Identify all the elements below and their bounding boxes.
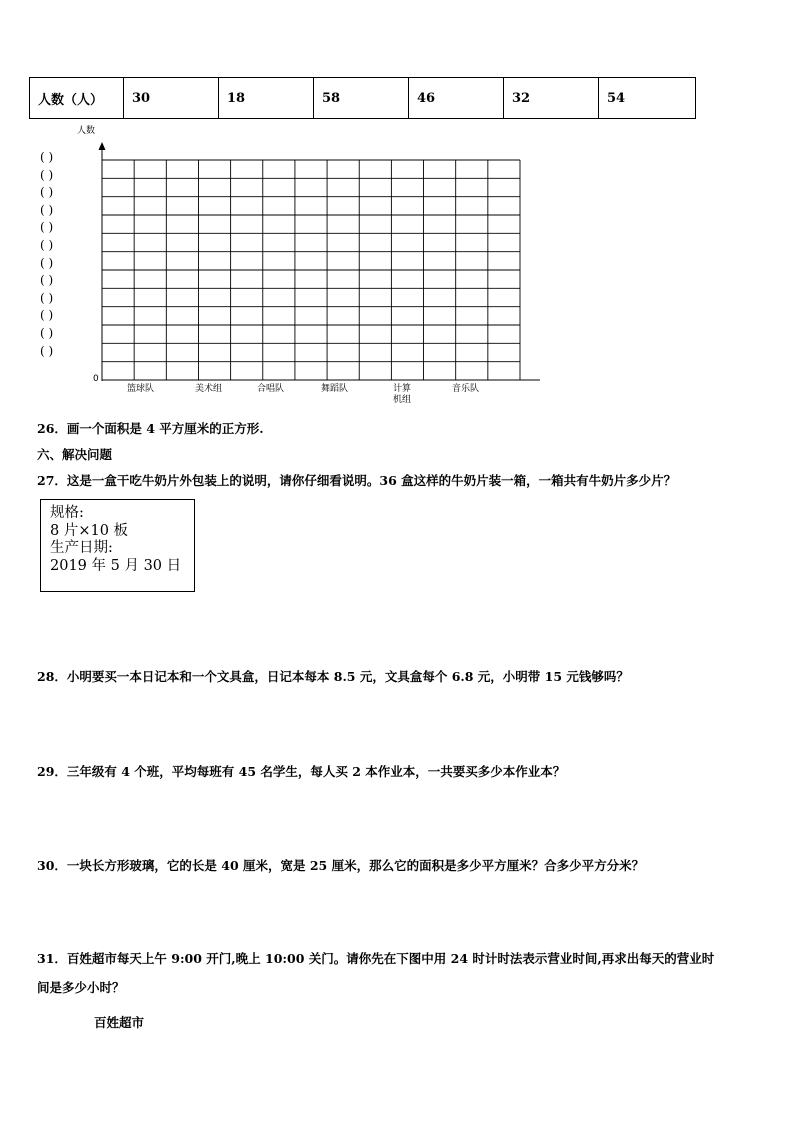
y-tick-label: ( ) [40,150,54,164]
y-tick-label: ( ) [40,220,54,235]
x-category-label-line: 美术组 [195,384,223,394]
x-category-label-line: 计算 [393,384,412,394]
x-category-label-line: 合唱队 [257,384,285,394]
question-28: 28．小明要买一本日记本和一个文具盒，日记本每本 8.5 元，文具盒每个 6.8 元，小明带 15 元钱够吗？ [37,669,629,684]
y-axis-label: 人数 [77,126,96,136]
y-tick-label: ( ) [40,202,54,217]
y-tick-label: ( ) [40,273,54,288]
spec-line: 生产日期: [50,540,113,556]
y-tick-label: ( ) [40,238,54,252]
y-tick-label: ( ) [40,343,54,358]
y-tick-label: ( ) [40,167,54,182]
question-30: 30．一块长方形玻璃，它的长是 40 厘米，宽是 25 厘米，那么它的面积是多少平方厘米？合多少平方分米？ [37,858,645,873]
store-name: 百姓超市 [94,1015,145,1030]
x-category-label-line: 舞蹈队 [321,384,349,394]
x-category-label [127,384,154,395]
y-tick-label: ( ) [40,185,54,200]
x-category-label-line: 音乐队 [452,384,480,394]
question-26: 26．画一个面积是 4 平方厘米的正方形. [37,421,264,436]
bar-chart-grid [88,140,548,385]
people-count-table [29,77,696,119]
table-cell: 30 [124,78,219,119]
table-header-cell: 人数（人） [30,78,124,119]
origin-label: 0 [93,374,99,384]
y-tick-label: ( ) [40,326,54,340]
section-heading: 六、解决问题 [37,447,113,462]
x-category-label [321,384,348,395]
grid-lines [102,160,520,380]
table-cell: 32 [504,78,599,119]
question-31-line2: 间是多少小时？ [37,980,125,995]
x-category-label [257,384,284,395]
question-29: 29．三年级有 4 个班，平均每班有 45 名学生，每人买 2 本作业本，一共要买多少本作业本？ [37,764,566,779]
package-spec-box [40,499,195,592]
spec-line: 8 片×10 板 [50,522,129,539]
spec-line: 规格: [50,505,84,521]
table-row [30,78,696,119]
question-27: 27．这是一盒干吃牛奶片外包装上的说明，请你仔细看说明。36 盒这样的牛奶片装一箱，一箱共有牛奶片多少片？ [37,473,677,488]
table-cell: 54 [599,78,696,119]
x-category-label-line: 机组 [393,395,412,405]
y-tick-label: ( ) [40,308,54,323]
x-category-label [393,384,411,406]
table-cell: 18 [219,78,314,119]
question-31-line1: 31．百姓超市每天上午 9:00 开门,晚上 10:00 关门。请你先在下图中用 24 时计时法表示营业时间,再求出每天的营业时 [37,951,715,966]
x-category-label [195,384,222,395]
x-category-label [452,384,479,395]
table-cell: 58 [314,78,409,119]
y-axis-arrow-icon [99,142,106,150]
x-category-label-line: 篮球队 [127,384,155,394]
spec-line: 2019 年 5 月 30 日 [50,557,182,574]
y-tick-label: ( ) [40,255,54,270]
y-tick-label: ( ) [40,290,54,305]
table-cell: 46 [409,78,504,119]
